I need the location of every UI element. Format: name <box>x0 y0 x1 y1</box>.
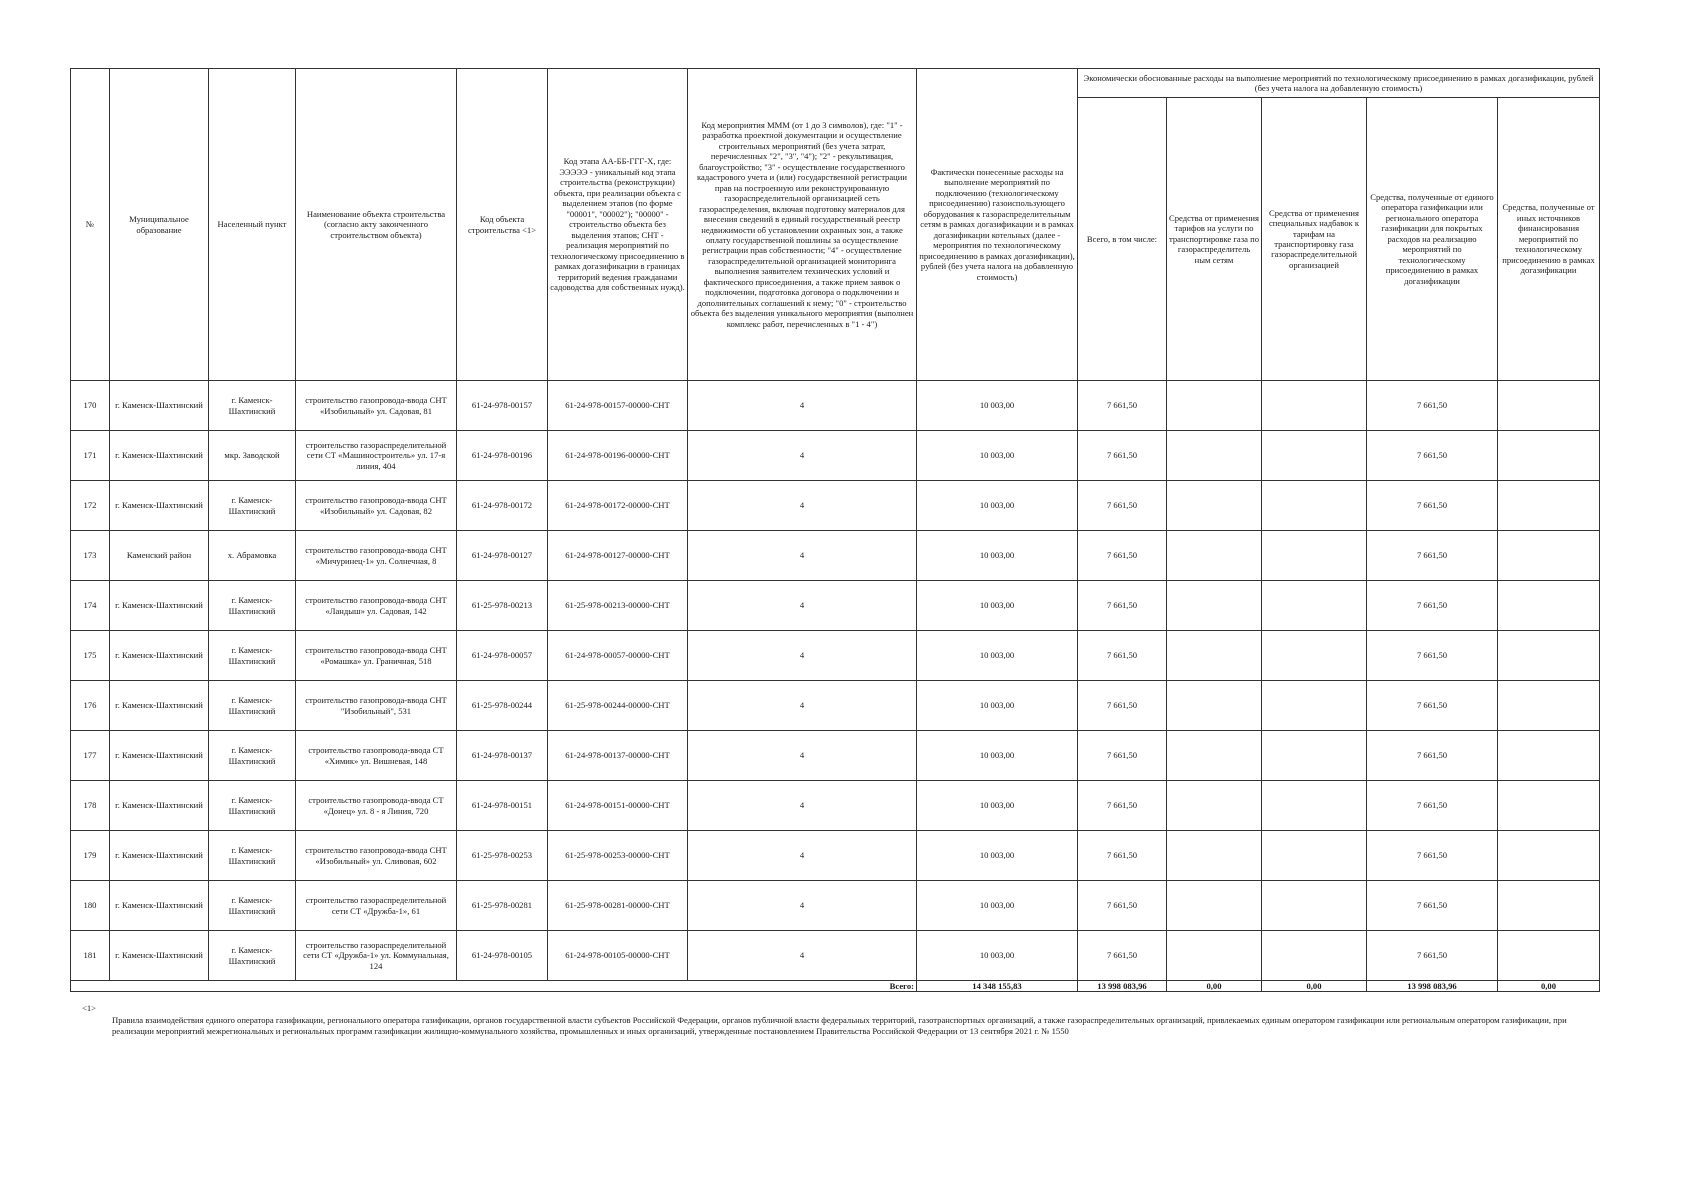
actual-costs-cell: 10 003,00 <box>917 781 1078 831</box>
object-name-cell: строительство газопровода-ввода СНТ «Изобильный» ул. Сливовая, 602 <box>296 831 457 881</box>
table-row <box>71 631 1600 681</box>
table-row <box>71 531 1600 581</box>
event-code-cell: 4 <box>688 831 917 881</box>
other-sources-cell <box>1498 881 1600 931</box>
other-sources-cell <box>1498 731 1600 781</box>
object-code-cell: 61-24-978-00105 <box>457 931 548 981</box>
header-num: № <box>71 69 110 381</box>
single-operator-cell: 7 661,50 <box>1367 931 1498 981</box>
tariff-cell <box>1167 481 1262 531</box>
settlement-cell: г. Каменск-Шахтинский <box>209 381 296 431</box>
table-row <box>71 681 1600 731</box>
object-code-cell: 61-24-978-00196 <box>457 431 548 481</box>
single-operator-cell: 7 661,50 <box>1367 731 1498 781</box>
table-row <box>71 581 1600 631</box>
totals-surcharge: 0,00 <box>1262 981 1367 992</box>
other-sources-cell <box>1498 831 1600 881</box>
table-row <box>71 731 1600 781</box>
object-name-cell: строительство газораспределительной сети СТ «Машиностроитель» ул. 17-я линия, 404 <box>296 431 457 481</box>
stage-code-cell: 61-24-978-00137-00000-СНТ <box>548 731 688 781</box>
single-operator-cell: 7 661,50 <box>1367 431 1498 481</box>
object-name-cell: строительство газопровода-ввода СНТ «Ландыш» ул. Садовая, 142 <box>296 581 457 631</box>
stage-code-cell: 61-25-978-00253-00000-СНТ <box>548 831 688 881</box>
object-name-cell: строительство газораспределительной сети СТ «Дружба-1», 61 <box>296 881 457 931</box>
other-sources-cell <box>1498 781 1600 831</box>
row-number: 181 <box>71 931 110 981</box>
table-row <box>71 431 1600 481</box>
object-code-cell: 61-24-978-00137 <box>457 731 548 781</box>
total-incl-cell: 7 661,50 <box>1078 781 1167 831</box>
row-number: 180 <box>71 881 110 931</box>
totals-total-incl: 13 998 083,96 <box>1078 981 1167 992</box>
row-number: 175 <box>71 631 110 681</box>
event-code-cell: 4 <box>688 631 917 681</box>
tariff-cell <box>1167 781 1262 831</box>
event-code-cell: 4 <box>688 881 917 931</box>
object-code-cell: 61-25-978-00281 <box>457 881 548 931</box>
row-number: 171 <box>71 431 110 481</box>
actual-costs-cell: 10 003,00 <box>917 681 1078 731</box>
totals-tariff: 0,00 <box>1167 981 1262 992</box>
object-code-cell: 61-25-978-00244 <box>457 681 548 731</box>
actual-costs-cell: 10 003,00 <box>917 581 1078 631</box>
surcharge-cell <box>1262 431 1367 481</box>
municipality-cell: г. Каменск-Шахтинский <box>110 931 209 981</box>
total-incl-cell: 7 661,50 <box>1078 531 1167 581</box>
header-group-economic-costs: Экономически обоснованные расходы на выполнение мероприятий по технологическому присоединению в рамках догазификации, рублей (без учета налога на добавленную стоимость) <box>1078 69 1600 98</box>
stage-code-cell: 61-25-978-00213-00000-СНТ <box>548 581 688 631</box>
settlement-cell: х. Абрамовка <box>209 531 296 581</box>
object-name-cell: строительство газораспределительной сети СТ «Дружба-1» ул. Коммунальная, 124 <box>296 931 457 981</box>
header-tariff: Средства от применения тарифов на услуги по транспортировке газа по газораспределитель ным сетям <box>1167 98 1262 381</box>
municipality-cell: г. Каменск-Шахтинский <box>110 731 209 781</box>
total-incl-cell: 7 661,50 <box>1078 881 1167 931</box>
other-sources-cell <box>1498 631 1600 681</box>
surcharge-cell <box>1262 681 1367 731</box>
total-incl-cell: 7 661,50 <box>1078 681 1167 731</box>
tariff-cell <box>1167 881 1262 931</box>
header-other-sources: Средства, полученные от иных источников финансирования мероприятий по технологическому присоединению в рамках догазификации <box>1498 98 1600 381</box>
table-row <box>71 931 1600 981</box>
object-name-cell: строительство газопровода-ввода СНТ «Ромашка» ул. Граничная, 518 <box>296 631 457 681</box>
single-operator-cell: 7 661,50 <box>1367 681 1498 731</box>
row-number: 170 <box>71 381 110 431</box>
single-operator-cell: 7 661,50 <box>1367 831 1498 881</box>
settlement-cell: г. Каменск-Шахтинский <box>209 731 296 781</box>
tariff-cell <box>1167 831 1262 881</box>
object-name-cell: строительство газопровода-ввода СНТ "Изобильный", 531 <box>296 681 457 731</box>
other-sources-cell <box>1498 431 1600 481</box>
stage-code-cell: 61-25-978-00281-00000-СНТ <box>548 881 688 931</box>
municipality-cell: г. Каменск-Шахтинский <box>110 481 209 531</box>
single-operator-cell: 7 661,50 <box>1367 381 1498 431</box>
object-name-cell: строительство газопровода-ввода СНТ «Изобильный» ул. Садовая, 81 <box>296 381 457 431</box>
stage-code-cell: 61-24-978-00157-00000-СНТ <box>548 381 688 431</box>
actual-costs-cell: 10 003,00 <box>917 531 1078 581</box>
actual-costs-cell: 10 003,00 <box>917 931 1078 981</box>
other-sources-cell <box>1498 581 1600 631</box>
surcharge-cell <box>1262 881 1367 931</box>
totals-label: Всего: <box>71 981 917 992</box>
settlement-cell: г. Каменск-Шахтинский <box>209 481 296 531</box>
totals-single-operator: 13 998 083,96 <box>1367 981 1498 992</box>
footnote-mark: <1> <box>82 1003 96 1013</box>
object-code-cell: 61-25-978-00253 <box>457 831 548 881</box>
tariff-cell <box>1167 731 1262 781</box>
header-single-operator: Средства, полученные от единого оператора газификации или регионального оператора газификации для покрытых расходов на реализацию мероприятий по технологическому присоединению в рамках догазификации <box>1367 98 1498 381</box>
tariff-cell <box>1167 381 1262 431</box>
surcharge-cell <box>1262 631 1367 681</box>
municipality-cell: г. Каменск-Шахтинский <box>110 631 209 681</box>
tariff-cell <box>1167 581 1262 631</box>
actual-costs-cell: 10 003,00 <box>917 481 1078 531</box>
header-object-name: Наименование объекта строительства (согласно акту законченного строительством объекта) <box>296 69 457 381</box>
row-number: 174 <box>71 581 110 631</box>
other-sources-cell <box>1498 931 1600 981</box>
actual-costs-cell: 10 003,00 <box>917 731 1078 781</box>
totals-row <box>71 981 1600 992</box>
header-surcharge: Средства от применения специальных надбавок к тарифам на транспортировку газа газораспределительной организацией <box>1262 98 1367 381</box>
stage-code-cell: 61-24-978-00196-00000-СНТ <box>548 431 688 481</box>
surcharge-cell <box>1262 381 1367 431</box>
footnote-text: Правила взаимодействия единого оператора газификации, регионального оператора газификации, органов государственной власти субъектов Российской Федерации, органов публичной власти федеральных территорий, газотранспортных организаций, а также газораспределительных организаций, привлекаемых единым оператором газификации или региональным оператором газификации, при реализации мероприятий межрегиональных и региональных программ газификации жилищно-коммунального хозяйства, промышленных и иных организаций, утвержденные постановлением Правительства Российской Федерации от 13 сентября 2021 г. № 1550 <box>112 1015 1567 1036</box>
table-row <box>71 781 1600 831</box>
object-code-cell: 61-25-978-00213 <box>457 581 548 631</box>
total-incl-cell: 7 661,50 <box>1078 831 1167 881</box>
single-operator-cell: 7 661,50 <box>1367 881 1498 931</box>
row-number: 177 <box>71 731 110 781</box>
object-name-cell: строительство газопровода-ввода СНТ «Мичуринец-1» ул. Солнечная, 8 <box>296 531 457 581</box>
row-number: 176 <box>71 681 110 731</box>
settlement-cell: г. Каменск-Шахтинский <box>209 681 296 731</box>
object-name-cell: строительство газопровода-ввода СНТ «Изобильный» ул. Садовая, 82 <box>296 481 457 531</box>
tariff-cell <box>1167 681 1262 731</box>
municipality-cell: Каменский район <box>110 531 209 581</box>
settlement-cell: г. Каменск-Шахтинский <box>209 931 296 981</box>
header-stage-code: Код этапа АА-ББ-ГГГ-Х, где: ЭЭЭЭЭ - уникальный код этапа строительства (реконструкции) объекта, при реализации объекта с выделением этапов (по форме "00001", "00002"); "00000" - строительство объекта без выделения этапов; СНТ - реализация мероприятий по технологическому присоединению в рамках догазификации в границах территорий ведения гражданами садоводства для собственных нужд). <box>548 69 688 381</box>
surcharge-cell <box>1262 481 1367 531</box>
municipality-cell: г. Каменск-Шахтинский <box>110 781 209 831</box>
other-sources-cell <box>1498 681 1600 731</box>
tariff-cell <box>1167 431 1262 481</box>
stage-code-cell: 61-25-978-00244-00000-СНТ <box>548 681 688 731</box>
table-row <box>71 881 1600 931</box>
settlement-cell: г. Каменск-Шахтинский <box>209 631 296 681</box>
event-code-cell: 4 <box>688 781 917 831</box>
table-body <box>71 381 1600 981</box>
surcharge-cell <box>1262 831 1367 881</box>
settlement-cell: мкр. Заводской <box>209 431 296 481</box>
header-settlement: Населенный пункт <box>209 69 296 381</box>
surcharge-cell <box>1262 581 1367 631</box>
header-actual-costs: Фактически понесенные расходы на выполнение мероприятий по подключению (технологическому присоединению) газоиспользующего оборудования к газораспределительным сетям в рамках догазификации и в рамках догазификации котельных (далее - мероприятия по технологическому присоединению в рамках догазификации), рублей (без учета налога на добавленную стоимость) <box>917 69 1078 381</box>
object-code-cell: 61-24-978-00127 <box>457 531 548 581</box>
actual-costs-cell: 10 003,00 <box>917 381 1078 431</box>
surcharge-cell <box>1262 731 1367 781</box>
municipality-cell: г. Каменск-Шахтинский <box>110 581 209 631</box>
header-total-incl: Всего, в том числе: <box>1078 98 1167 381</box>
stage-code-cell: 61-24-978-00127-00000-СНТ <box>548 531 688 581</box>
event-code-cell: 4 <box>688 381 917 431</box>
single-operator-cell: 7 661,50 <box>1367 781 1498 831</box>
single-operator-cell: 7 661,50 <box>1367 531 1498 581</box>
event-code-cell: 4 <box>688 481 917 531</box>
single-operator-cell: 7 661,50 <box>1367 631 1498 681</box>
settlement-cell: г. Каменск-Шахтинский <box>209 881 296 931</box>
municipality-cell: г. Каменск-Шахтинский <box>110 681 209 731</box>
municipality-cell: г. Каменск-Шахтинский <box>110 431 209 481</box>
actual-costs-cell: 10 003,00 <box>917 881 1078 931</box>
stage-code-cell: 61-24-978-00151-00000-СНТ <box>548 781 688 831</box>
surcharge-cell <box>1262 531 1367 581</box>
total-incl-cell: 7 661,50 <box>1078 481 1167 531</box>
object-name-cell: строительство газопровода-ввода СТ «Донец» ул. 8 - я Линия, 720 <box>296 781 457 831</box>
row-number: 173 <box>71 531 110 581</box>
stage-code-cell: 61-24-978-00057-00000-СНТ <box>548 631 688 681</box>
stage-code-cell: 61-24-978-00172-00000-СНТ <box>548 481 688 531</box>
table-row <box>71 481 1600 531</box>
event-code-cell: 4 <box>688 681 917 731</box>
municipality-cell: г. Каменск-Шахтинский <box>110 831 209 881</box>
total-incl-cell: 7 661,50 <box>1078 581 1167 631</box>
header-event-code: Код мероприятия МММ (от 1 до 3 символов), где: "1" - разработка проектной документации и осуществление строительных мероприятий (без учета затрат, перечисленных "2", "3", "4"); "2" - рекультивация, благоустройство; "3" - осуществление государственного кадастрового учета и (или) государственной регистрации прав на построенную или реконструированную газораспределительной организацией сеть газораспределения, включая подготовку материалов для внесения сведений в единый государственный реестр недвижимости об установлении охранных зон, а также оплату государственной пошлины за осуществление регистрации прав собственности; "4" - осуществление газораспределительной организацией мониторинга выполнения заявителем технических условий и фактического присоединения, а также прием заявок о подключении, подготовка договора о подключении и дополнительных соглашений к нему; "0" - строительство объекта без выделения уникального мероприятия (выполнен комплекс работ, перечисленных в "1 - 4") <box>688 69 917 381</box>
event-code-cell: 4 <box>688 431 917 481</box>
single-operator-cell: 7 661,50 <box>1367 581 1498 631</box>
other-sources-cell <box>1498 531 1600 581</box>
row-number: 178 <box>71 781 110 831</box>
object-name-cell: строительство газопровода-ввода СТ «Химик» ул. Вишневая, 148 <box>296 731 457 781</box>
actual-costs-cell: 10 003,00 <box>917 431 1078 481</box>
object-code-cell: 61-24-978-00057 <box>457 631 548 681</box>
event-code-cell: 4 <box>688 931 917 981</box>
single-operator-cell: 7 661,50 <box>1367 481 1498 531</box>
object-code-cell: 61-24-978-00151 <box>457 781 548 831</box>
settlement-cell: г. Каменск-Шахтинский <box>209 781 296 831</box>
stage-code-cell: 61-24-978-00105-00000-СНТ <box>548 931 688 981</box>
table-row <box>71 381 1600 431</box>
event-code-cell: 4 <box>688 531 917 581</box>
actual-costs-cell: 10 003,00 <box>917 831 1078 881</box>
municipality-cell: г. Каменск-Шахтинский <box>110 881 209 931</box>
cost-table <box>70 68 1600 992</box>
event-code-cell: 4 <box>688 581 917 631</box>
totals-other-sources: 0,00 <box>1498 981 1600 992</box>
header-municipality: Муниципальное образование <box>110 69 209 381</box>
tariff-cell <box>1167 531 1262 581</box>
event-code-cell: 4 <box>688 731 917 781</box>
row-number: 172 <box>71 481 110 531</box>
object-code-cell: 61-24-978-00157 <box>457 381 548 431</box>
actual-costs-cell: 10 003,00 <box>917 631 1078 681</box>
other-sources-cell <box>1498 481 1600 531</box>
settlement-cell: г. Каменск-Шахтинский <box>209 581 296 631</box>
other-sources-cell <box>1498 381 1600 431</box>
totals-actual-costs: 14 348 155,83 <box>917 981 1078 992</box>
surcharge-cell <box>1262 781 1367 831</box>
municipality-cell: г. Каменск-Шахтинский <box>110 381 209 431</box>
header-object-code: Код объекта строительства <1> <box>457 69 548 381</box>
total-incl-cell: 7 661,50 <box>1078 381 1167 431</box>
total-incl-cell: 7 661,50 <box>1078 731 1167 781</box>
row-number: 179 <box>71 831 110 881</box>
surcharge-cell <box>1262 931 1367 981</box>
total-incl-cell: 7 661,50 <box>1078 631 1167 681</box>
total-incl-cell: 7 661,50 <box>1078 431 1167 481</box>
object-code-cell: 61-24-978-00172 <box>457 481 548 531</box>
table-row <box>71 831 1600 881</box>
total-incl-cell: 7 661,50 <box>1078 931 1167 981</box>
settlement-cell: г. Каменск-Шахтинский <box>209 831 296 881</box>
tariff-cell <box>1167 931 1262 981</box>
tariff-cell <box>1167 631 1262 681</box>
